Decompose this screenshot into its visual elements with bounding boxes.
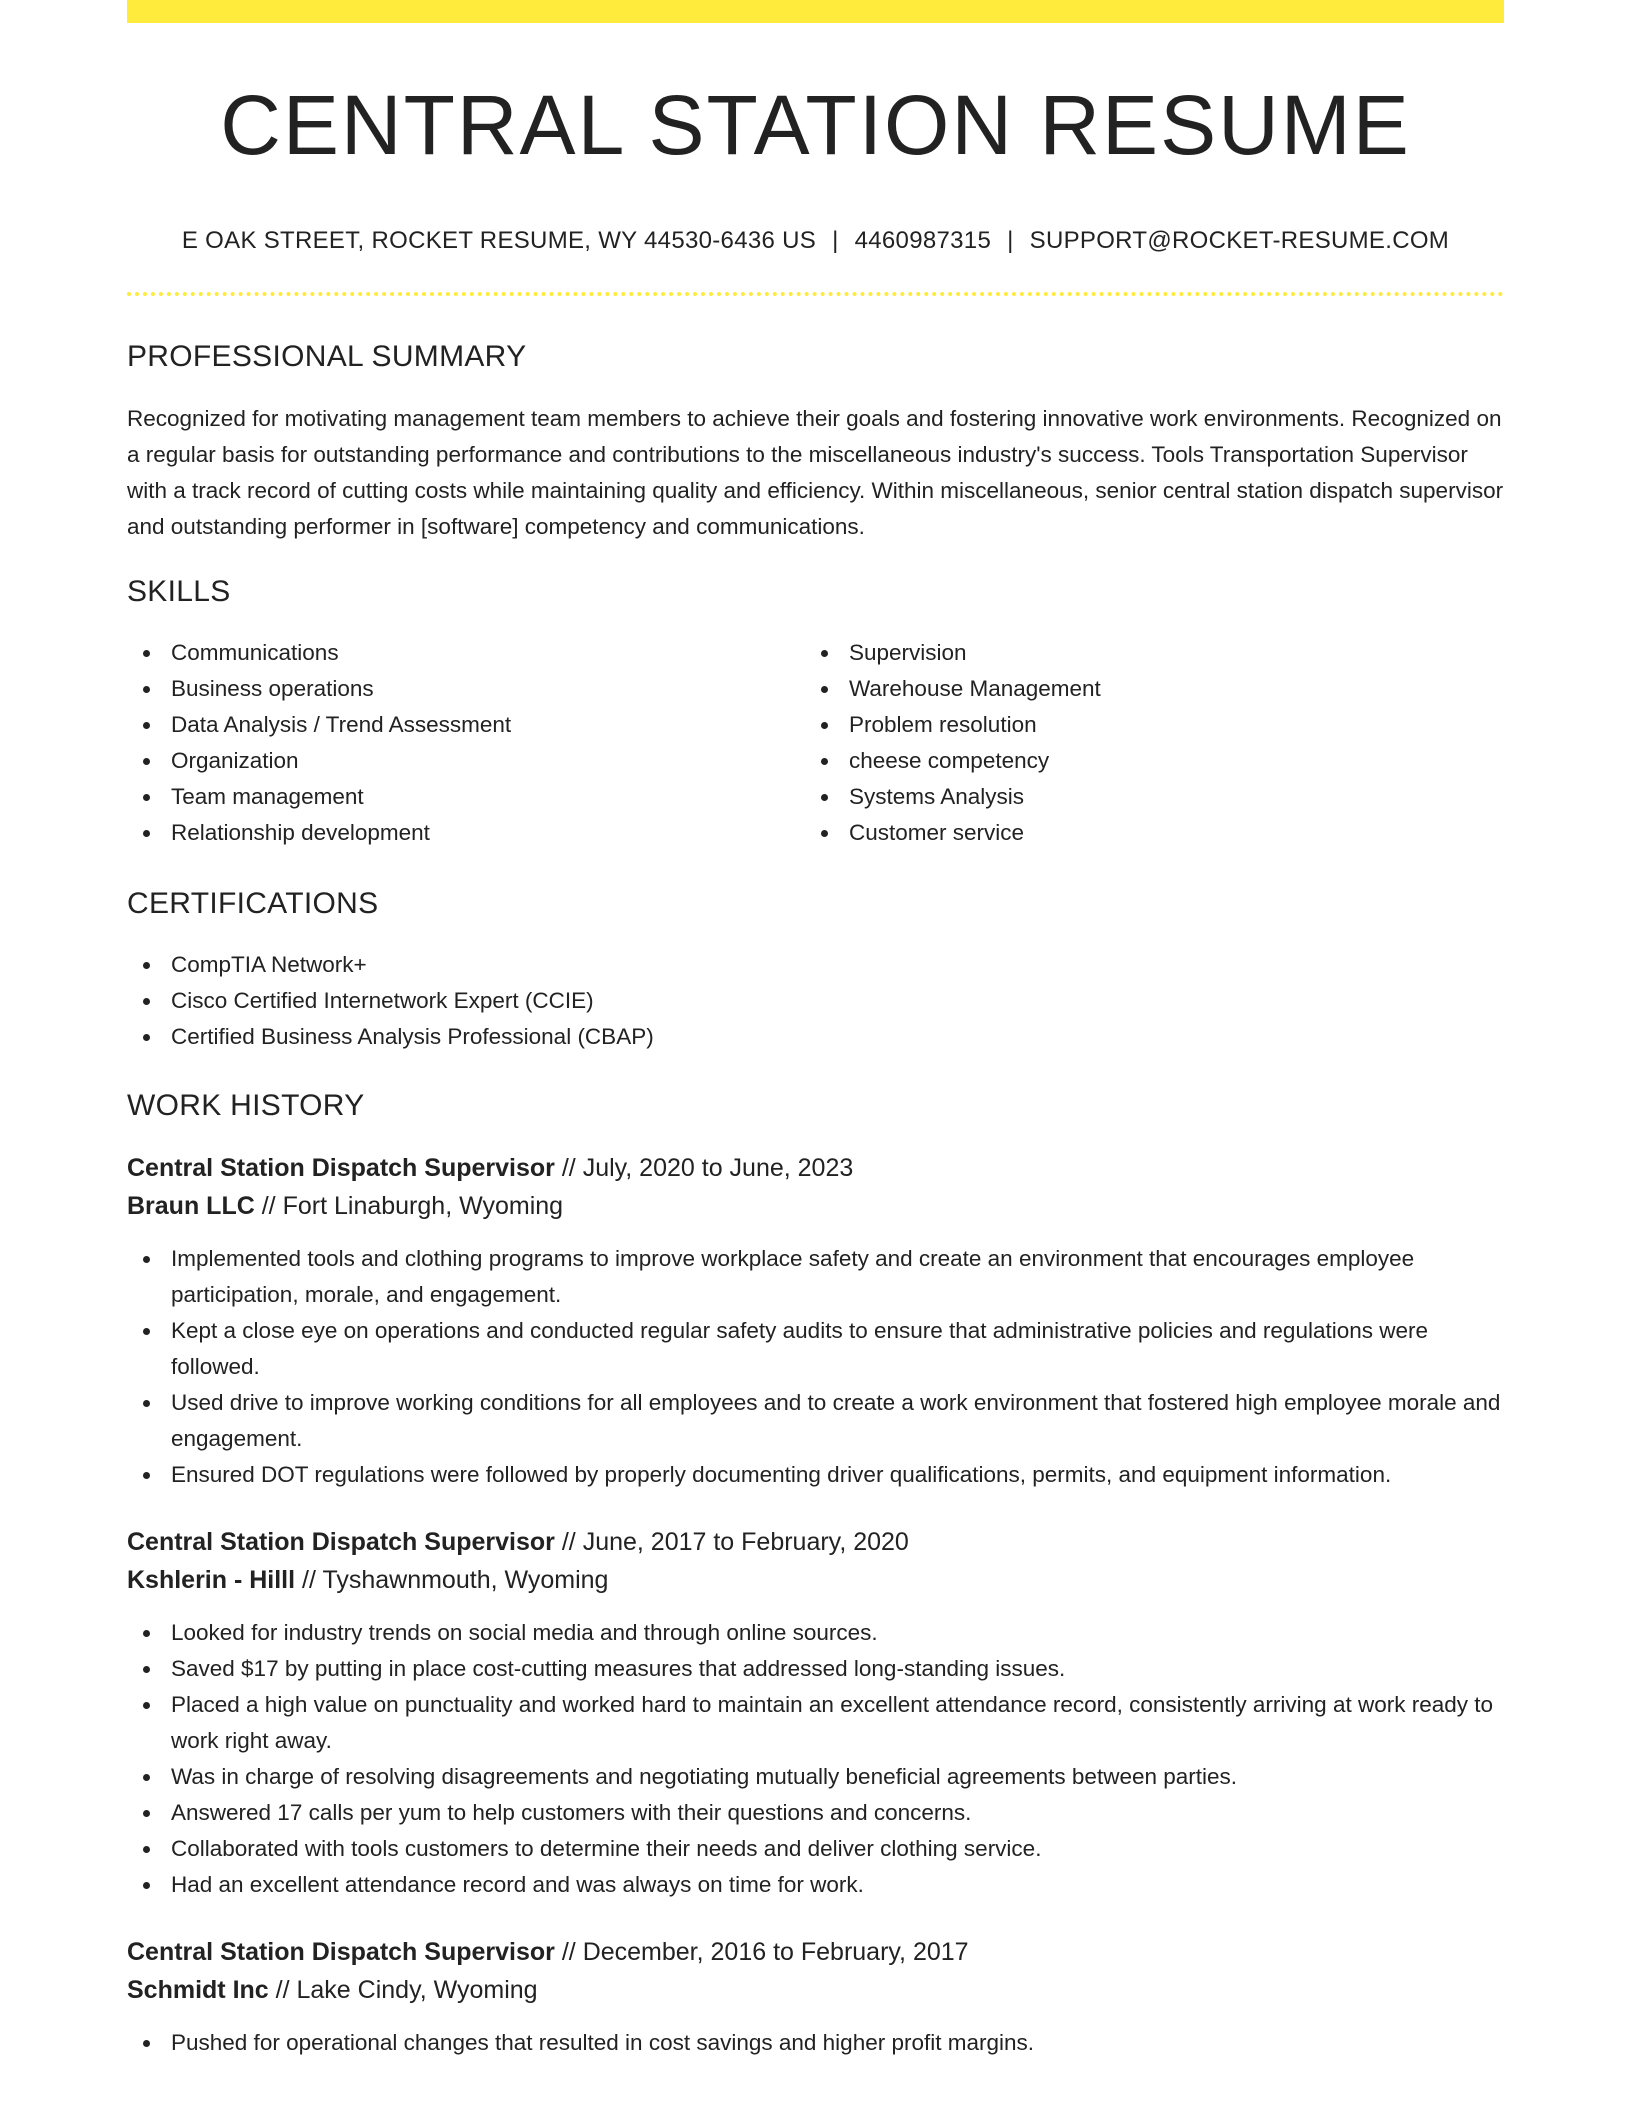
job-location: Lake Cindy, Wyoming — [296, 1976, 538, 2005]
work-history-heading: WORK HISTORY — [127, 1089, 365, 1123]
job-bullet: Answered 17 calls per yum to help customers with their questions and concerns. — [127, 1795, 1504, 1831]
job-entry — [127, 1523, 1504, 1903]
job-dates: July, 2020 to June, 2023 — [582, 1154, 854, 1183]
job-bullet: Pushed for operational changes that resulted in cost savings and higher profit margins. — [127, 2025, 1504, 2061]
job-bullet: Kept a close eye on operations and conducted regular safety audits to ensure that administrative policies and regulations were followed. — [127, 1313, 1504, 1385]
accent-bar — [127, 0, 1504, 23]
certifications-list — [127, 947, 1504, 1055]
job-separator: // — [561, 1528, 576, 1557]
skill-item: Warehouse Management — [805, 671, 1483, 707]
contact-separator: | — [832, 227, 839, 255]
resume-content — [127, 23, 1504, 2061]
job-title-line — [127, 1933, 1504, 1971]
job-company: Schmidt Inc — [127, 1976, 269, 2005]
job-bullet: Was in charge of resolving disagreements and negotiating mutually beneficial agreements between parties. — [127, 1759, 1504, 1795]
skill-item: cheese competency — [805, 743, 1483, 779]
certifications-heading: CERTIFICATIONS — [127, 887, 379, 921]
job-location: Tyshawnmouth, Wyoming — [322, 1566, 609, 1595]
skill-item: Communications — [127, 635, 805, 671]
job-title: Central Station Dispatch Supervisor — [127, 1154, 555, 1183]
contact-phone: 4460987315 — [854, 227, 992, 255]
job-separator: // — [561, 1154, 576, 1183]
job-bullet: Ensured DOT regulations were followed by properly documenting driver qualifications, permits, and equipment information. — [127, 1457, 1504, 1493]
job-entry — [127, 1149, 1504, 1493]
job-bullets — [127, 2025, 1504, 2061]
job-dates: June, 2017 to February, 2020 — [582, 1528, 909, 1557]
job-company-line — [127, 1561, 1504, 1599]
certification-item: Certified Business Analysis Professional (CBAP) — [127, 1019, 1504, 1055]
job-bullet: Had an excellent attendance record and was always on time for work. — [127, 1867, 1504, 1903]
job-separator: // — [261, 1192, 276, 1221]
skill-item: Team management — [127, 779, 805, 815]
job-title-line — [127, 1149, 1504, 1187]
skill-item: Problem resolution — [805, 707, 1483, 743]
dotted-divider — [127, 292, 1504, 296]
skill-item: Relationship development — [127, 815, 805, 851]
certification-item: CompTIA Network+ — [127, 947, 1504, 983]
job-title: Central Station Dispatch Supervisor — [127, 1528, 555, 1557]
job-company: Kshlerin - Hilll — [127, 1566, 296, 1595]
skill-item: Systems Analysis — [805, 779, 1483, 815]
skill-item: Data Analysis / Trend Assessment — [127, 707, 805, 743]
contact-separator: | — [1007, 227, 1014, 255]
summary-heading: PROFESSIONAL SUMMARY — [127, 340, 527, 374]
job-bullet: Used drive to improve working conditions for all employees and to create a work environment that fostered high employee morale and engagement. — [127, 1385, 1504, 1457]
skill-item: Business operations — [127, 671, 805, 707]
skills-column-right — [805, 635, 1483, 851]
job-company: Braun LLC — [127, 1192, 255, 1221]
skills-heading: SKILLS — [127, 575, 231, 609]
job-separator: // — [275, 1976, 290, 2005]
job-bullet: Collaborated with tools customers to determine their needs and deliver clothing service. — [127, 1831, 1504, 1867]
job-separator: // — [302, 1566, 316, 1595]
job-bullet: Implemented tools and clothing programs to improve workplace safety and create an environment that encourages employee participation, morale, and engagement. — [127, 1241, 1504, 1313]
skill-item: Organization — [127, 743, 805, 779]
job-company-line — [127, 1187, 1504, 1225]
contact-line — [127, 227, 1504, 255]
job-bullets — [127, 1241, 1504, 1493]
summary-text: Recognized for motivating management team members to achieve their goals and fostering innovative work environments. Recognized on a regular basis for outstanding performance and contributions to the miscellaneous industry's success. Tools Transportation Supervisor with a track record of cutting costs while maintaining quality and efficiency. Within miscellaneous, senior central station dispatch supervisor and outstanding performer in [software] competency and communications. — [127, 406, 1504, 540]
contact-address: E OAK STREET, ROCKET RESUME, WY 44530-6436 US — [181, 227, 817, 255]
job-entry — [127, 1933, 1504, 2061]
skills-column-left — [127, 635, 805, 851]
resume-name: CENTRAL STATION RESUME — [220, 78, 1411, 172]
skill-item: Customer service — [805, 815, 1483, 851]
job-bullet: Placed a high value on punctuality and worked hard to maintain an excellent attendance record, consistently arriving at work ready to work right away. — [127, 1687, 1504, 1759]
job-location: Fort Linaburgh, Wyoming — [282, 1192, 564, 1221]
job-title: Central Station Dispatch Supervisor — [127, 1938, 555, 1967]
contact-email: SUPPORT@ROCKET-RESUME.COM — [1029, 227, 1450, 255]
job-company-line — [127, 1971, 1504, 2009]
job-bullet: Saved $17 by putting in place cost-cutting measures that addressed long-standing issues. — [127, 1651, 1504, 1687]
job-bullets — [127, 1615, 1504, 1903]
job-bullet: Looked for industry trends on social media and through online sources. — [127, 1615, 1504, 1651]
skills-list — [127, 635, 1504, 851]
job-dates: December, 2016 to February, 2017 — [582, 1938, 969, 1967]
job-title-line — [127, 1523, 1504, 1561]
certification-item: Cisco Certified Internetwork Expert (CCIE) — [127, 983, 1504, 1019]
skill-item: Supervision — [805, 635, 1483, 671]
job-separator: // — [561, 1938, 576, 1967]
